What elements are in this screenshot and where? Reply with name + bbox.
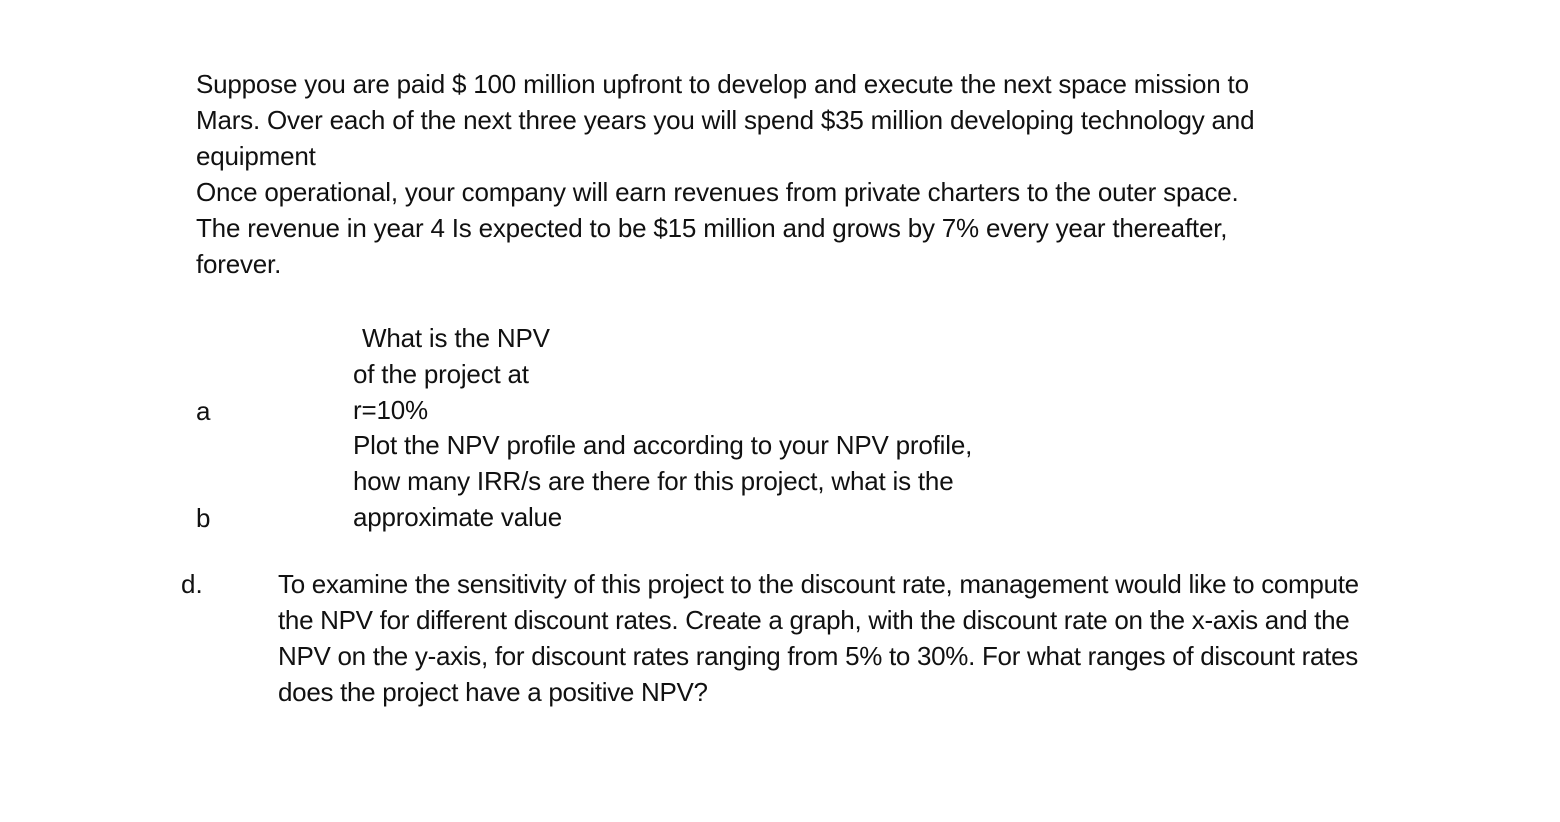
question-b-line: Plot the NPV profile and according to your NPV profile, [353,430,973,460]
problem-line: Suppose you are paid $ 100 million upfront to develop and execute the next space mission to [196,69,1249,99]
question-b-line: how many IRR/s are there for this project, what is the [353,466,954,496]
question-a-line: r=10% [353,395,428,425]
problem-line: Mars. Over each of the next three years you will spend $35 million developing technology and [196,105,1255,135]
question-a-line: What is the NPV [355,323,550,353]
problem-line: forever. [196,249,282,279]
question-d-line: does the project have a positive NPV? [278,677,708,707]
problem-line: equipment [196,141,316,171]
question-d-line: To examine the sensitivity of this project to the discount rate, management would like to compute [278,569,1359,599]
problem-line: Once operational, your company will earn revenues from private charters to the outer space. [196,177,1239,207]
question-d-text [278,566,1438,710]
question-d-line: NPV on the y-axis, for discount rates ranging from 5% to 30%. For what ranges of discount rates [278,641,1358,671]
question-d-line: the NPV for different discount rates. Create a graph, with the discount rate on the x-axis and the [278,605,1350,635]
problem-line: The revenue in year 4 Is expected to be $15 million and grows by 7% every year thereafter, [196,213,1228,243]
question-b-line: approximate value [353,502,563,532]
question-d-label: d. [181,569,203,599]
question-a-label: a [196,396,211,426]
question-a-line: of the project at [353,359,529,389]
question-b-label: b [196,503,211,533]
